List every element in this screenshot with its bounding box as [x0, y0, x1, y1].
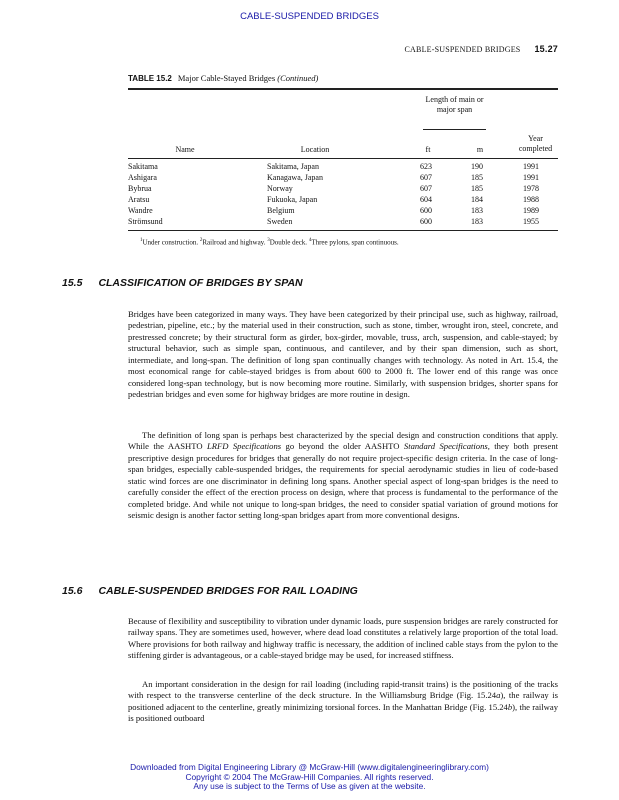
length-group-rule [423, 129, 486, 130]
cell-name: Aratsu [128, 195, 150, 204]
table-caption-text: Major Cable-Stayed Bridges (Continued) [177, 73, 319, 83]
table-caption [128, 73, 318, 83]
cell-m: 184 [471, 195, 483, 204]
section-number: 15.5 [62, 277, 83, 289]
header-length-group: Length of main or major span [425, 95, 484, 114]
download-footer [0, 763, 619, 792]
header-location: Location [300, 145, 330, 154]
cell-m: 185 [471, 173, 483, 182]
footer-link-line[interactable]: Downloaded from Digital Engineering Library @ McGraw-Hill (www.digitalengineeringlibrary.com) [130, 762, 489, 772]
table-footnotes [140, 238, 399, 246]
cell-year: 1988 [523, 195, 539, 204]
text-run: The definition of long span is perhaps best characterized by the special design and construction conditions that apply. While the AASHTO [128, 430, 558, 452]
italic-run: b [507, 701, 513, 712]
header-ft: ft [425, 145, 431, 154]
section-title: CABLE-SUSPENDED BRIDGES FOR RAIL LOADING [98, 585, 358, 597]
running-head [300, 44, 558, 54]
table-bottom-rule [128, 230, 558, 231]
cell-location: Belgium [267, 206, 295, 215]
section-number: 15.6 [62, 585, 83, 597]
cell-location: Norway [267, 184, 293, 193]
cell-name: Bybrua [128, 184, 152, 193]
footnote-mark: 4 [308, 238, 312, 243]
cell-location: Kanagawa, Japan [267, 173, 323, 182]
cell-location: Sweden [267, 217, 293, 226]
section-title: CLASSIFICATION OF BRIDGES BY SPAN [98, 277, 303, 289]
footnote-mark: 3 [267, 238, 270, 243]
header-year: Year completed [518, 134, 553, 153]
cell-ft: 604 [420, 195, 432, 204]
table-label: TABLE 15.2 [128, 74, 172, 83]
cell-name: Wandre [128, 206, 153, 215]
cell-year: 1991 [523, 162, 539, 171]
paragraph: Bridges have been categorized in many ways. They have been categorized by their principal use, such as highway, railroad, pedestrian, pipeline, etc.; by the material used in their construction, such as stone, timber, wrought iron, steel, concrete, and prestressed concrete; by their structural form as girder, box-girder, movable, truss, arch, suspension, and cable-stayed; by structural behavior, such as simple span, continuous, and cantilever, and by their span dimension, such as short, intermediate, and long-span. The definition of long span continually changes with technology. As noted in Art. 15.4, the most economical range for cable-stayed bridges is from about 600 to 2000 ft. The lower end of this range was once considered long-span technology, but is now becoming more routine. Similarly, with suspension bridges, shorter spans for pedestrian bridges and even some for highway bridges are more routine in design. [128, 309, 558, 400]
page-banner: CABLE-SUSPENDED BRIDGES [240, 11, 379, 22]
footnote-text: Under construction. [142, 238, 199, 247]
section-heading-15-6 [62, 585, 358, 597]
text-run: ), the railway is positioned adjacent to the centerline, greatly minimizing torsional forces. In the Manhattan Bridge (Fig. 15.24 [128, 690, 558, 712]
footnote-mark: 1 [140, 238, 143, 243]
page-number: 15.27 [534, 44, 558, 54]
text-run: , they both present prescriptive design procedures for bridges that generally do not require project-specific design criteria. In the case of long-span bridges, especially cable-suspended bridges, the requirements for special aerodynamic studies in lieu of code-based static wind forces are one discriminator in defining long spans. Another special aspect of long-span bridges is the need to carefully consider the effect of the erection process on design, where that process is fundamental to the performance of the completed bridge. And while not unique to long-span bridges, the need to consider spatial variation of ground motions for seismic design is another factor setting long-span bridges apart from more conventional designs. [128, 441, 559, 521]
cell-year: 1978 [523, 184, 539, 193]
text-run: An important consideration in the design for rail loading (including rapid-transit trains) is the positioning of the tracks with respect to the transverse centerline of the deck structure. In the Williamsburg Bridge (Fig. 15.24 [128, 679, 558, 701]
cell-year: 1991 [523, 173, 539, 182]
text-run: ), the railway is positioned outboard [128, 701, 558, 724]
cell-name: Ashigara [128, 173, 157, 182]
cell-location: Sakitama, Japan [267, 162, 319, 171]
table-header-rule [128, 158, 558, 159]
cell-ft: 600 [420, 217, 432, 226]
cell-m: 183 [471, 206, 483, 215]
cell-m: 185 [471, 184, 483, 193]
cell-location: Fukuoka, Japan [267, 195, 318, 204]
cell-name: Strömsund [128, 217, 163, 226]
cell-ft: 607 [420, 184, 432, 193]
running-head-title: CABLE-SUSPENDED BRIDGES [404, 45, 521, 54]
cell-m: 190 [471, 162, 483, 171]
cell-ft: 600 [420, 206, 432, 215]
cell-m: 183 [471, 217, 483, 226]
cell-ft: 623 [420, 162, 432, 171]
footnote-mark: 2 [199, 238, 203, 243]
table-top-rule [128, 89, 558, 90]
paragraph [128, 679, 558, 725]
paragraph [128, 430, 558, 522]
section-heading-15-5 [62, 277, 303, 289]
footnote-text: Double deck. [269, 238, 308, 247]
table-top-rule-double [128, 88, 558, 89]
italic-run: a [496, 690, 501, 701]
header-m: m [476, 145, 484, 154]
italic-run: LRFD Specifications [206, 441, 282, 452]
italic-run: Standard Specifications [403, 441, 488, 452]
footnote-text: Three pylons, span continuous. [311, 238, 399, 247]
footer-terms[interactable]: Any use is subject to the Terms of Use as given at the website. [193, 781, 426, 791]
cell-year: 1989 [523, 206, 539, 215]
cell-year: 1955 [523, 217, 539, 226]
footnote-text: Railroad and highway. [202, 238, 266, 247]
cell-ft: 607 [420, 173, 432, 182]
cell-name: Sakitama [128, 162, 158, 171]
paragraph: Because of flexibility and susceptibility to vibration under dynamic loads, pure suspension bridges are rarely constructed for railway spans. They are sometimes used, however, where dead load constitutes a relatively large proportion of the total load. Where provisions for both railway and highway traffic is necessary, the addition of inclined cable stays from the pylon to the stiffening girder is advantageous, or a cable-stayed bridge may be used, for increased stiffness. [128, 616, 558, 661]
footer-copyright: Copyright © 2004 The McGraw-Hill Companies. All rights reserved. [185, 771, 434, 782]
header-name: Name [175, 145, 195, 154]
text-run: go beyond the older AASHTO [281, 441, 404, 452]
